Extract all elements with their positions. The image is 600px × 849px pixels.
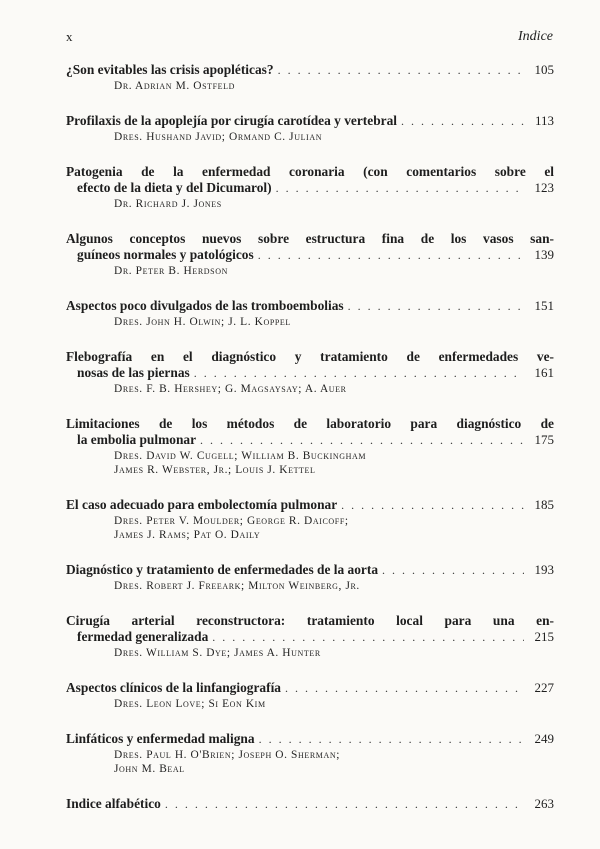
entry-authors <box>66 130 554 144</box>
entry-title: Cirugía arterial reconstructora: tratamiento local para una en- <box>66 613 554 628</box>
entry-authors <box>66 748 554 776</box>
author-line: Dres. F. B. Hershey; G. Magsaysay; A. Auer <box>114 383 347 395</box>
page-number: 263 <box>534 796 554 811</box>
entry-title: Patogenia de la enfermedad coronaria (con comentarios sobre el <box>66 164 554 179</box>
page-number: 175 <box>534 432 554 447</box>
toc-entry[interactable] <box>66 62 554 93</box>
page-number: 249 <box>534 731 554 746</box>
entry-authors <box>66 579 554 593</box>
entry-authors <box>66 646 554 660</box>
toc-entry[interactable] <box>66 164 554 211</box>
entry-title: ¿Son evitables las crisis apopléticas? <box>66 62 274 77</box>
entry-title: guíneos normales y patológicos <box>77 247 254 262</box>
dot-leader <box>285 680 524 696</box>
author-line: James R. Webster, Jr.; Louis J. Kettel <box>114 464 316 476</box>
entry-authors <box>66 514 554 542</box>
toc-entry[interactable] <box>66 613 554 660</box>
toc-entry[interactable] <box>66 113 554 144</box>
toc-entry[interactable] <box>66 731 554 776</box>
page-number: 193 <box>534 562 554 577</box>
entry-title: El caso adecuado para embolectomía pulmonar <box>66 497 338 512</box>
author-line: John M. Beal <box>114 763 185 775</box>
entry-authors <box>66 79 554 93</box>
toc-entry[interactable] <box>66 231 554 278</box>
toc-entry[interactable] <box>66 680 554 711</box>
entry-title: efecto de la dieta y del Dicumarol) <box>77 180 272 195</box>
author-line: Dr. Richard J. Jones <box>114 198 222 210</box>
author-line: Dres. Leon Love; Si Eon Kim <box>114 698 266 710</box>
author-line: Dres. William S. Dye; James A. Hunter <box>114 647 321 659</box>
page-number: 185 <box>534 497 554 512</box>
entry-title: Flebografía en el diagnóstico y tratamiento de enfermedades ve- <box>66 349 554 364</box>
page-folio: x <box>66 29 74 44</box>
author-line: Dr. Adrian M. Ostfeld <box>114 80 236 92</box>
toc-entry[interactable] <box>66 497 554 542</box>
dot-leader <box>341 497 524 513</box>
entry-title: nosas de las piernas <box>77 365 190 380</box>
toc-entry[interactable] <box>66 298 554 329</box>
page-number: 139 <box>534 247 554 262</box>
entry-authors <box>66 197 554 211</box>
entry-title: Diagnóstico y tratamiento de enfermedades de la aorta <box>66 562 379 577</box>
running-head: Indice <box>518 29 553 44</box>
dot-leader <box>212 629 524 645</box>
dot-leader <box>401 113 524 129</box>
dot-leader <box>258 247 524 263</box>
author-line: Dres. Robert J. Freeark; Milton Weinberg, Jr. <box>114 580 360 592</box>
toc-entry[interactable] <box>66 349 554 396</box>
entry-title: Limitaciones de los métodos de laboratorio para diagnóstico de <box>66 416 554 431</box>
toc-entry[interactable] <box>66 562 554 593</box>
dot-leader <box>382 562 524 578</box>
author-line: Dres. David W. Cugell; William B. Buckingham <box>114 450 367 462</box>
entry-title: Algunos conceptos nuevos sobre estructura fina de los vasos san- <box>66 231 554 246</box>
entry-title: Aspectos clínicos de la linfangiografía <box>66 680 281 695</box>
page-number: 215 <box>534 629 554 644</box>
author-line: Dr. Peter B. Herdson <box>114 265 228 277</box>
dot-leader <box>200 432 524 448</box>
entry-title: la embolia pulmonar <box>77 432 197 447</box>
table-of-contents <box>66 62 554 832</box>
dot-leader <box>278 62 524 78</box>
entry-authors <box>66 449 554 477</box>
dot-leader <box>276 180 524 196</box>
entry-authors <box>66 315 554 329</box>
entry-title: Linfáticos y enfermedad maligna <box>66 731 255 746</box>
author-line: Dres. Peter V. Moulder; George R. Daicoff; <box>114 515 349 527</box>
page-number: 161 <box>534 365 554 380</box>
page-number: 151 <box>534 298 554 313</box>
page-number: 105 <box>534 62 554 77</box>
entry-title: Indice alfabético <box>66 796 161 811</box>
entry-authors <box>66 264 554 278</box>
entry-title: Aspectos poco divulgados de las tromboembolias <box>66 298 344 313</box>
dot-leader <box>348 298 524 314</box>
entry-title: fermedad generalizada <box>77 629 209 644</box>
toc-entry[interactable] <box>66 416 554 477</box>
toc-entry-index[interactable] <box>66 796 554 812</box>
entry-authors <box>66 382 554 396</box>
author-line: Dres. John H. Olwin; J. L. Koppel <box>114 316 291 328</box>
author-line: Dres. Hushand Javid; Ormand C. Julian <box>114 131 323 143</box>
entry-authors <box>66 697 554 711</box>
author-line: James J. Rams; Pat O. Daily <box>114 529 261 541</box>
author-line: Dres. Paul H. O'Brien; Joseph O. Sherman; <box>114 749 340 761</box>
page-number: 123 <box>534 180 554 195</box>
entry-title: Profilaxis de la apoplejía por cirugía carotídea y vertebral <box>66 113 398 128</box>
dot-leader <box>165 796 524 812</box>
page-number: 113 <box>534 113 554 128</box>
dot-leader <box>194 365 524 381</box>
dot-leader <box>259 731 524 747</box>
page-number: 227 <box>534 680 554 695</box>
